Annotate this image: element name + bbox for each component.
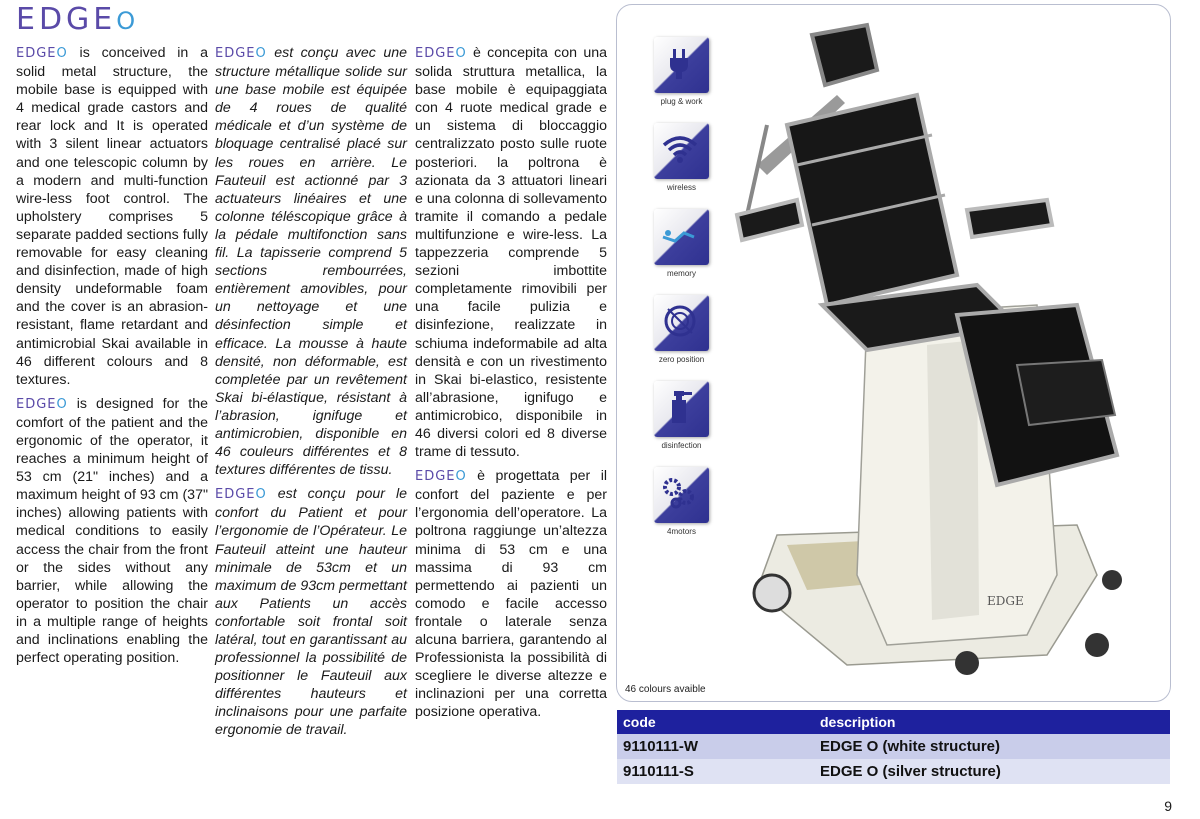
brand-mark: EDGEO: [415, 46, 467, 61]
header-code: code: [617, 710, 814, 734]
header-description: description: [814, 710, 1170, 734]
french-column: [215, 44, 407, 746]
spray-bottle-icon: [654, 381, 709, 437]
logo-suffix: O: [116, 7, 140, 35]
colours-caption: 46 colours avaible: [625, 684, 706, 695]
italian-paragraph-2: EDGEO è progettata per il confort del paziente e per l’ergonomia dell’operatore. La poltrona raggiunge un’altezza minima di 53 cm e una massima di 93 cm permettendo ai pazienti un comodo e facile accesso frontale o laterale senza alcuna barriera, garantendo al Professionista la possibilità di scegliere le diverse altezze e inclinazioni per una corretta posizione operativa.: [415, 468, 607, 721]
feature-zero-position: [654, 295, 709, 364]
row-description: EDGE O (white structure): [814, 734, 1170, 759]
page-number: 9: [1164, 798, 1172, 814]
wifi-icon: [654, 123, 709, 179]
italian-paragraph-1: EDGEO è concepita con una solida struttura metallica, la base mobile è equipaggiata con 4 ruote medical grade e un sistema di bloccaggio centralizzato posto sulle ruote posteriori. la poltrona è azionata da 3 attuatori lineari e una colonna di sollevamento tramite il comando a pedale multifunzione e wire-less. La tappezzeria comprende 5 sezioni imbottite completamente rimovibili per una facile pulizia e disinfezione, realizzate in schiuma indeformabile ad alta densità e con un rivestimento in Skai bi-elastico, resistente all’abrasione, ignifugo e antimicrobico, disponibile in 46 diversi colori ed 8 diverse trame di tessuto.: [415, 45, 607, 461]
plug-icon: [654, 37, 709, 93]
english-paragraph-2: EDGEO is designed for the comfort of the patient and the ergonomic of the operator, it reaches a minimum height of 53 cm (21" inches) and a maximum height of 93 cm (37" inches) allowing patients with medical conditions to easily access the chair from the front or the sides without any barrier, while allowing the operator to position the chair in a multiple range of heights and inclinations enabling the perfect operating position.: [16, 395, 208, 667]
product-code-table: [617, 710, 1170, 784]
brand-mark: EDGEO: [16, 396, 68, 412]
chair-logo: EDGE: [987, 594, 1024, 608]
medical-chair-image: [717, 15, 1157, 685]
feature-label: plug & work: [660, 97, 703, 106]
feature-4motors: [654, 467, 709, 536]
table-header-row: [617, 710, 1170, 734]
row-code: 9110111-S: [617, 759, 814, 784]
zero-position-icon: [654, 295, 709, 351]
brand-mark: EDGEO: [415, 469, 467, 485]
gears-icon: [654, 467, 709, 523]
logo-text: EDGE: [16, 2, 117, 37]
feature-disinfection: [654, 381, 709, 450]
english-column: [16, 44, 208, 673]
feature-label: disinfection: [661, 441, 702, 450]
feature-memory: [654, 209, 709, 278]
brand-mark: EDGEO: [215, 487, 267, 503]
table-row: [617, 759, 1170, 784]
italian-column: [415, 44, 607, 727]
row-description: EDGE O (silver structure): [814, 759, 1170, 784]
french-paragraph-2: EDGEO est conçu pour le confort du Patient et pour l’ergonomie de l’Opérateur. Le Fauteuil atteint une hauteur minimale de 53cm et un maximum de 93cm permettant aux Patients un accès confortable soit frontal soit latéral, tout en garantissant au professionnel la possibilité de positionner le Fauteuil aux différentes hauteurs et inclinaisons pour une parfaite ergonomie de travail.: [215, 486, 407, 739]
brand-mark: EDGEO: [215, 46, 267, 61]
memory-icon: [654, 209, 709, 265]
english-paragraph-1: EDGEO is conceived in a solid metal structure, the mobile base is equipped with 4 medical grade castors and rear lock and It is operated with 3 silent linear actuators and one telescopic column by a modern and multi-function wire-less foot control. The upholstery comprises 5 separate padded sections fully removable for easy cleaning and disinfection, made of high density undeformable foam and the cover is an abrasion-resistant, flame retardant and antimicrobial Skai available in 46 different colours and 8 textures.: [16, 45, 208, 388]
feature-label: memory: [667, 269, 696, 278]
feature-label: zero position: [658, 355, 705, 364]
feature-label: wireless: [667, 183, 696, 192]
feature-label: 4motors: [667, 527, 696, 536]
brand-mark: EDGEO: [16, 46, 68, 61]
product-photo-panel: [616, 4, 1171, 702]
row-code: 9110111-W: [617, 734, 814, 759]
feature-wireless: [654, 123, 709, 192]
table-row: [617, 734, 1170, 759]
brand-logo: [16, 2, 139, 37]
feature-plug-and-work: [654, 37, 709, 106]
french-paragraph-1: EDGEO est conçu avec une structure métallique solide sur une base mobile est équipée de 4 roues de qualité médicale et d’un système de bloquage centralisé placé sur les roues en arrière. Le Fauteuil est actionné par 3 actuateurs linéaires et une colonne téléscopique grâce à la pédale multifonction sans fil. La tapisserie comprend 5 sections rembourrées, entièrement amovibles, pour un nettoyage et une désinfection simple et efficace. La mousse à haute densité, non déformable, est completée par un revêtement Skai bi-élastique, résistant à l’abrasion, ignifuge et antimicrobien, disponible en 46 couleurs différentes et 8 textures différentes de tissu.: [215, 45, 407, 479]
